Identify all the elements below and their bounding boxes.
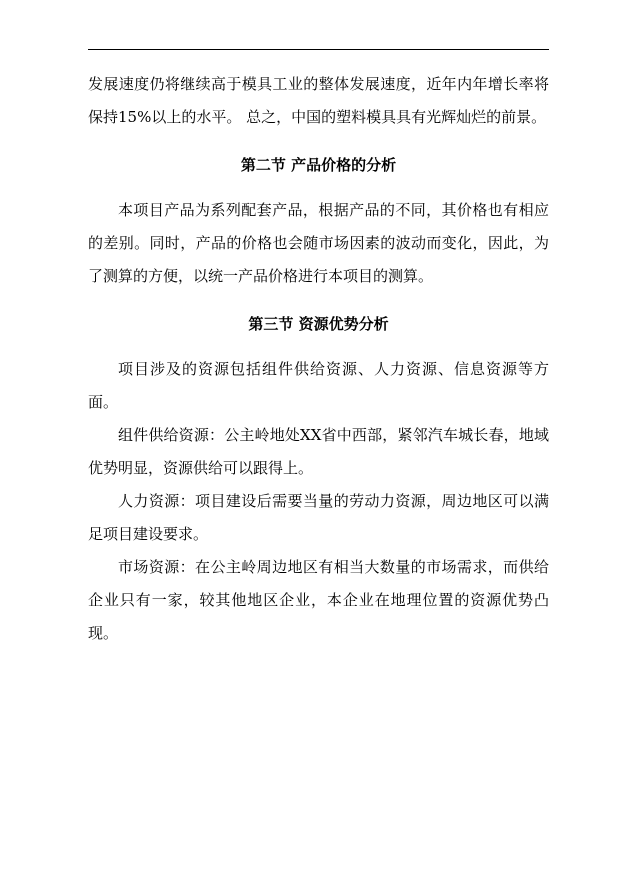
intro-paragraph: 发展速度仍将继续高于模具工业的整体发展速度，近年内年增长率将保持15%以上的水平。 总之，中国的塑料模具具有光辉灿烂的前景。 [88,75,549,126]
document-body [88,68,549,650]
section-3-heading: 第三节 资源优势分析 [248,315,389,333]
section-3-paragraph: 项目涉及的资源包括组件供给资源、人力资源、信息资源等方面。 [88,360,549,411]
section-2-paragraph: 本项目产品为系列配套产品，根据产品的不同，其价格也有相应的差别。同时，产品的价格也会随市场因素的波动而变化，因此，为了测算的方便，以统一产品价格进行本项目的测算。 [88,201,549,285]
section-3-paragraph: 市场资源：在公主岭周边地区有相当大数量的市场需求，而供给企业只有一家，较其他地区企业，本企业在地理位置的资源优势凸现。 [88,558,549,642]
header-rule [88,49,549,50]
section-3-paragraph: 组件供给资源：公主岭地处XX省中西部，紧邻汽车城长春，地域优势明显，资源供给可以跟得上。 [88,426,549,477]
section-3-paragraph: 人力资源：项目建设后需要当量的劳动力资源，周边地区可以满足项目建设要求。 [88,492,549,543]
section-2-heading: 第二节 产品价格的分析 [240,156,397,174]
